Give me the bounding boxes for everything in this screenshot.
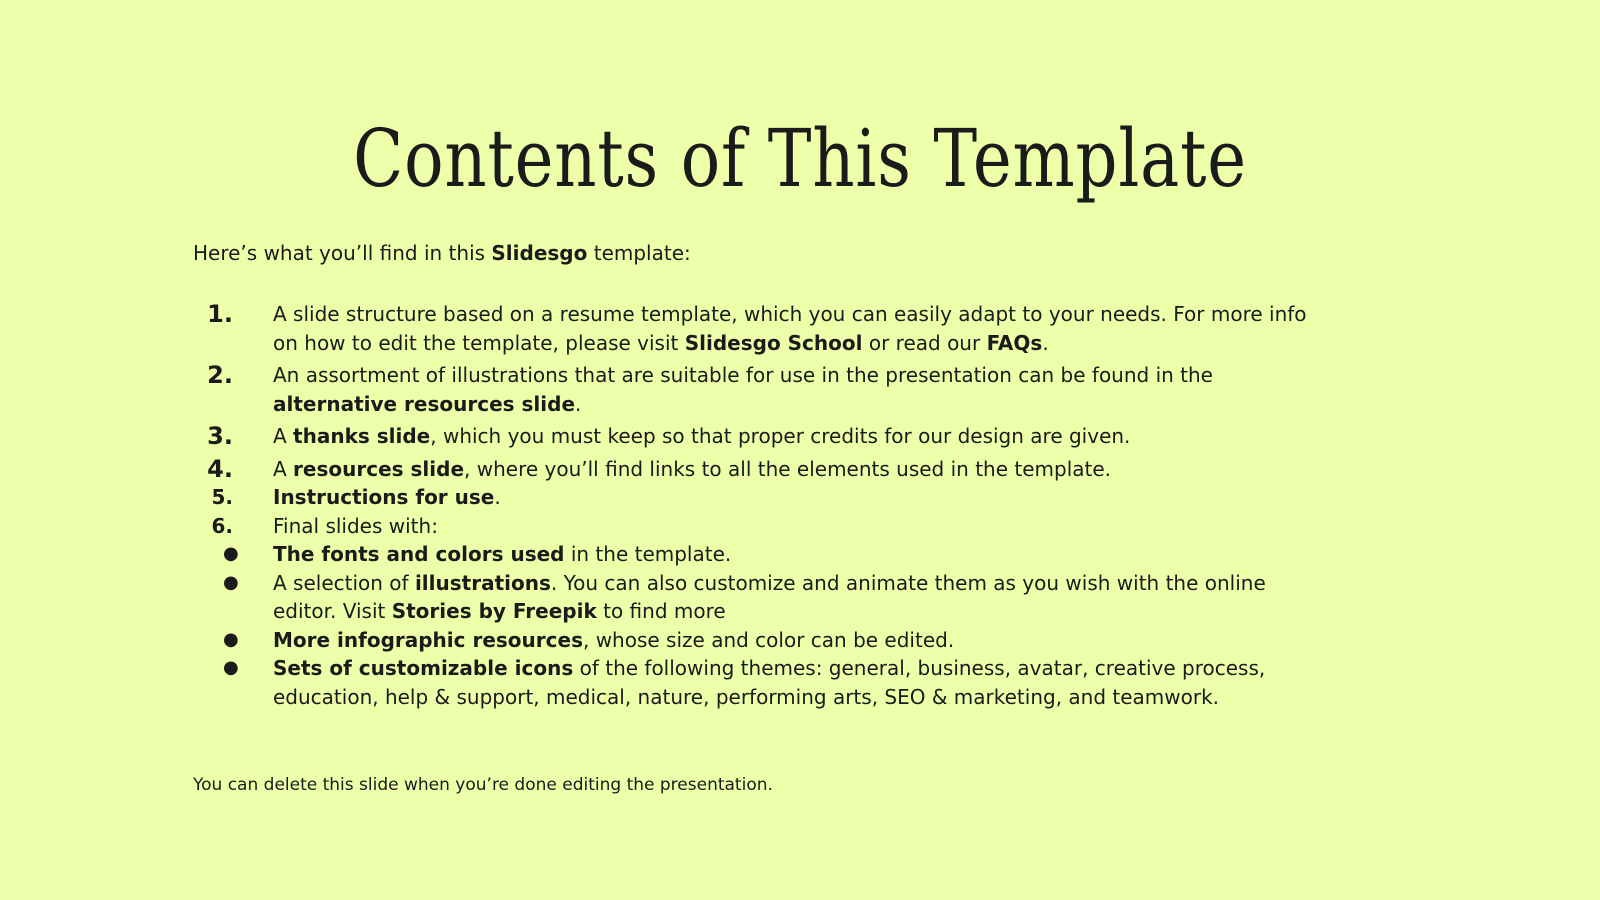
- list-number: 4.: [207, 454, 233, 483]
- sub-item-1: [193, 540, 1323, 569]
- list-bold: Instructions for use: [273, 485, 495, 509]
- list-item-6: [193, 512, 1323, 712]
- list-text: .: [494, 485, 501, 509]
- list-text: or read our: [862, 330, 987, 355]
- sub-text: , whose size and color can be edited.: [582, 627, 955, 652]
- list-number: 2.: [207, 361, 233, 389]
- list-text: .: [1042, 330, 1049, 355]
- list-text: , which you must keep so that proper credits for our design are given.: [430, 424, 1131, 448]
- sub-text: A selection of: [273, 570, 415, 595]
- bullet-icon: ●: [223, 657, 239, 678]
- list-bold: resources slide: [293, 456, 465, 481]
- bullet-icon: ●: [223, 628, 239, 650]
- slide-title: Contents of This Template: [353, 112, 1247, 205]
- list-item-5: [193, 483, 1323, 512]
- contents-list: [193, 300, 1323, 711]
- intro-pre: Here’s what you’ll find in this: [193, 241, 492, 265]
- list-number: 6.: [211, 513, 233, 538]
- sub-item-4: [193, 654, 1323, 711]
- list-text: A: [273, 456, 294, 481]
- intro-brand: Slidesgo: [491, 241, 588, 265]
- sub-bold: illustrations: [414, 570, 551, 595]
- sub-text: in the template.: [564, 542, 732, 566]
- list-item-1: [193, 300, 1323, 357]
- stories-by-freepik-link: Stories by Freepik: [391, 599, 597, 623]
- faqs-link: FAQs: [986, 330, 1043, 355]
- sub-item-3: [193, 626, 1323, 655]
- list-text: An assortment of illustrations that are suitable for use in the presentation can be found in the: [273, 363, 1213, 387]
- list-number: 3.: [207, 422, 233, 450]
- sub-text: of the following themes: general, business, avatar, creative process, education, help & support, medical, nature, performing arts, SEO & marketing, and teamwork.: [273, 656, 1266, 709]
- intro-text: [193, 240, 691, 266]
- bullet-icon: ●: [223, 543, 239, 564]
- final-slides-sublist: [193, 540, 1323, 711]
- sub-bold: More infographic resources: [273, 627, 583, 652]
- list-text: A: [273, 424, 294, 448]
- sub-text: . You can also customize and animate them as you wish with the online editor. Visit: [273, 570, 1266, 623]
- list-item-2: [193, 361, 1323, 418]
- list-text: Final slides with:: [273, 513, 438, 538]
- list-text: , where you’ll find links to all the elements used in the template.: [464, 456, 1112, 481]
- footer-note: You can delete this slide when you’re done editing the presentation.: [193, 775, 773, 795]
- list-text: A slide structure based on a resume template, which you can easily adapt to your needs. For more info on how to edit the template, please visit: [273, 302, 1307, 355]
- slidesgo-school-link: Slidesgo School: [684, 330, 863, 355]
- list-number: 5.: [211, 485, 233, 509]
- sub-text: to find more: [596, 599, 726, 623]
- sub-item-2: [193, 569, 1323, 626]
- list-number: 1.: [207, 300, 233, 328]
- bullet-icon: ●: [223, 571, 239, 593]
- sub-bold: Sets of customizable icons: [273, 656, 574, 680]
- list-bold: thanks slide: [293, 424, 431, 448]
- list-item-4: [193, 455, 1323, 484]
- intro-post: template:: [587, 241, 691, 265]
- list-bold: alternative resources slide: [273, 391, 576, 416]
- list-text: .: [575, 391, 582, 416]
- sub-bold: The fonts and colors used: [273, 542, 565, 566]
- list-item-3: [193, 422, 1323, 451]
